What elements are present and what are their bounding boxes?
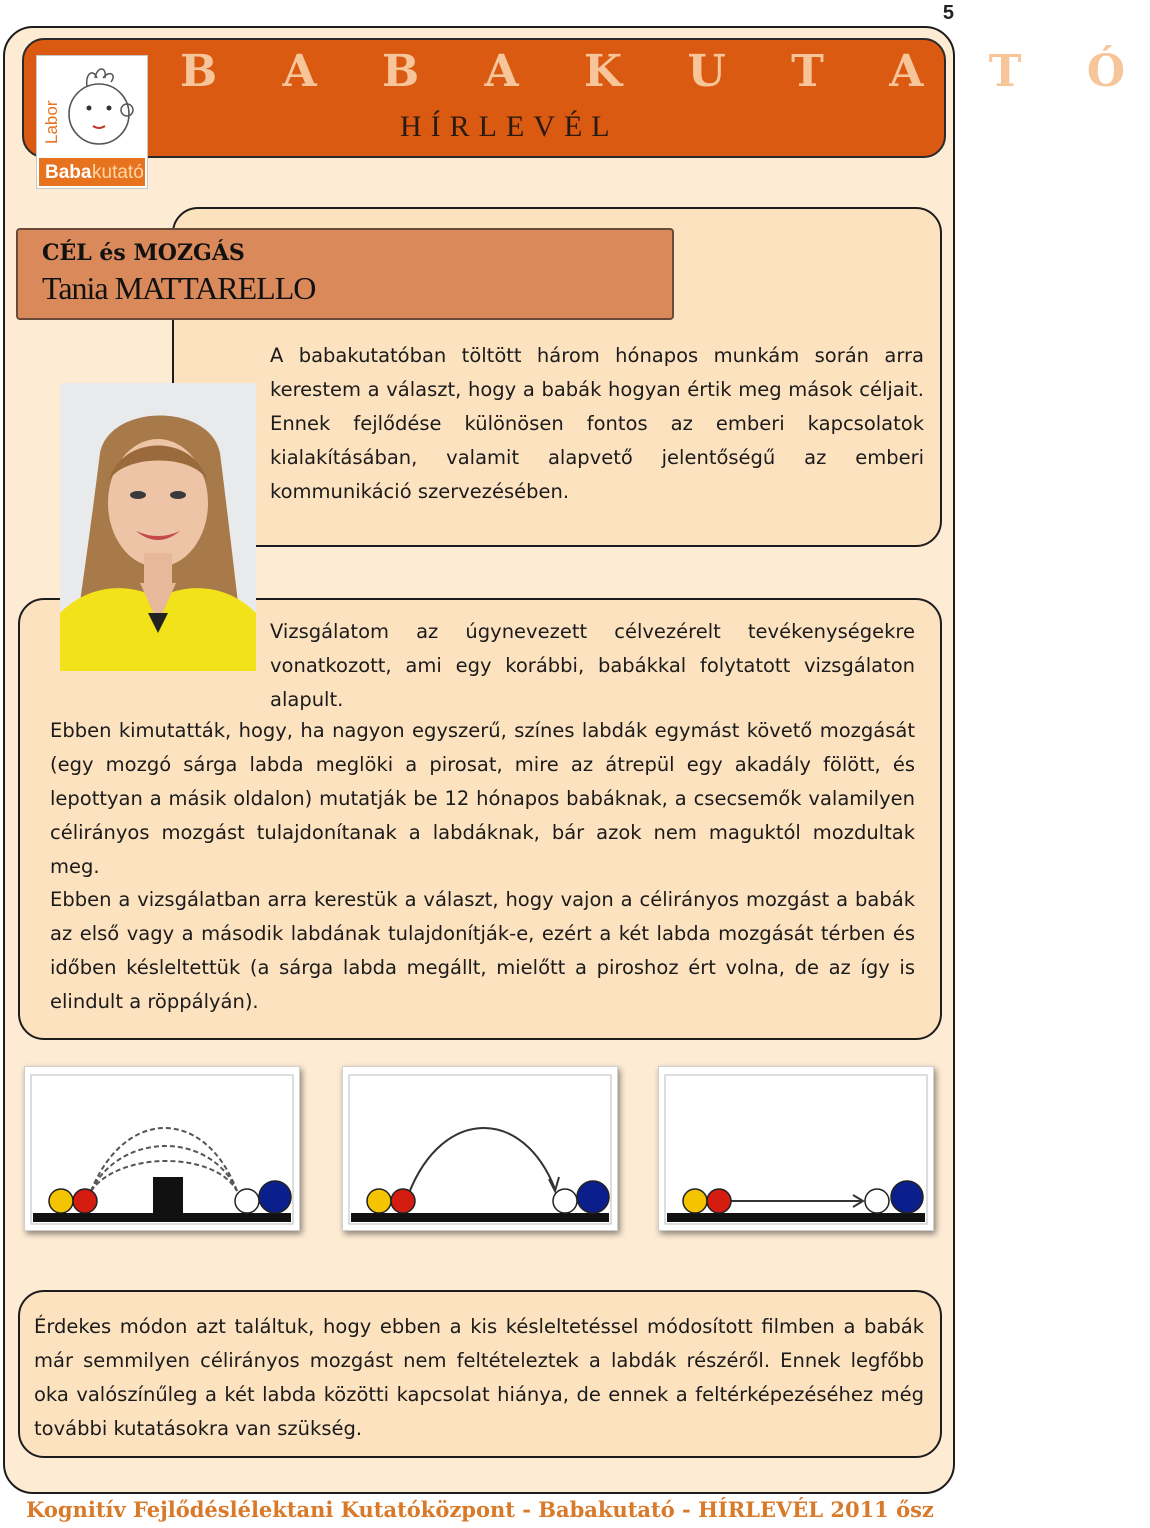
masthead-title: B A B A K U T A T Ó <box>180 46 1150 97</box>
article-author: Tania MATTARELLO <box>42 270 316 306</box>
author-photo <box>60 383 256 671</box>
labor-babakutato-logo <box>36 55 148 189</box>
page-number: 5 <box>942 2 954 24</box>
masthead-subtitle: HÍRLEVÉL <box>400 110 619 143</box>
conclusion-paragraph: Érdekes módon azt találtuk, hogy ebben a kis késleltetéssel módosított filmben a babák már semmilyen célirányos mozgást nem feltételeztek a labdák részéről. Ennek legfőbb oka valószínűleg a két labda közötti kapcsolat hiánya, de ennek a feltérképezéséhez még további kutatásokra van szükség. <box>34 1315 924 1440</box>
baby-face-icon <box>37 56 147 188</box>
study-paragraph-intro: Vizsgálatom az úgynevezett célvezérelt tevékenységekre vonatkozott, ami egy korábbi, babákkal folytatott vizsgálaton alapult. <box>270 620 915 711</box>
intro-paragraph: A babakutatóban töltött három hónapos munkám során arra kerestem a választ, hogy a babák hogyan értik meg mások céljait. Ennek fejlődése különösen fontos az emberi kapcsolatok kialakításában, valamit alapvető jelentőségű az emberi kommunikáció szervezésében. <box>270 344 924 503</box>
logo-labor-text: Labor <box>42 100 61 144</box>
logo-baba-text: Baba <box>45 162 92 183</box>
illustration-arc <box>342 1066 618 1231</box>
footer-text: Kognitív Fejlődéslélektani Kutatóközpont - Babakutató - HÍRLEVÉL 2011 ősz <box>26 1497 934 1522</box>
article-title: CÉL és MOZGÁS <box>42 240 245 266</box>
study-paragraph-method: Ebben a vizsgálatban arra kerestük a választ, hogy vajon a célirányos mozgást a babák az első vagy a második labdának tulajdonítják-e, ezért a két labda mozgását térben és időben késleltettük (a sárga labda megállt, mielőtt a piroshoz ért volna, de az így is elindult a röppályán). <box>50 888 915 1013</box>
logo-kutato-text: kutató <box>92 162 144 183</box>
illustration-obstacle <box>24 1066 300 1231</box>
illustration-straight <box>658 1066 934 1231</box>
study-paragraph-previous: Ebben kimutatták, hogy, ha nagyon egyszerű, színes labdák egymást követő mozgását (egy mozgó sárga labda meglöki a pirosat, mire az átrepül egy akadály fölött, és lepottyan a másik oldalon) mutatják be 12 hónapos babáknak, a csecsemők valamilyen célirányos mozgást tulajdonítanak a labdáknak, bár azok nem maguktól mozdultak meg. <box>50 719 915 878</box>
